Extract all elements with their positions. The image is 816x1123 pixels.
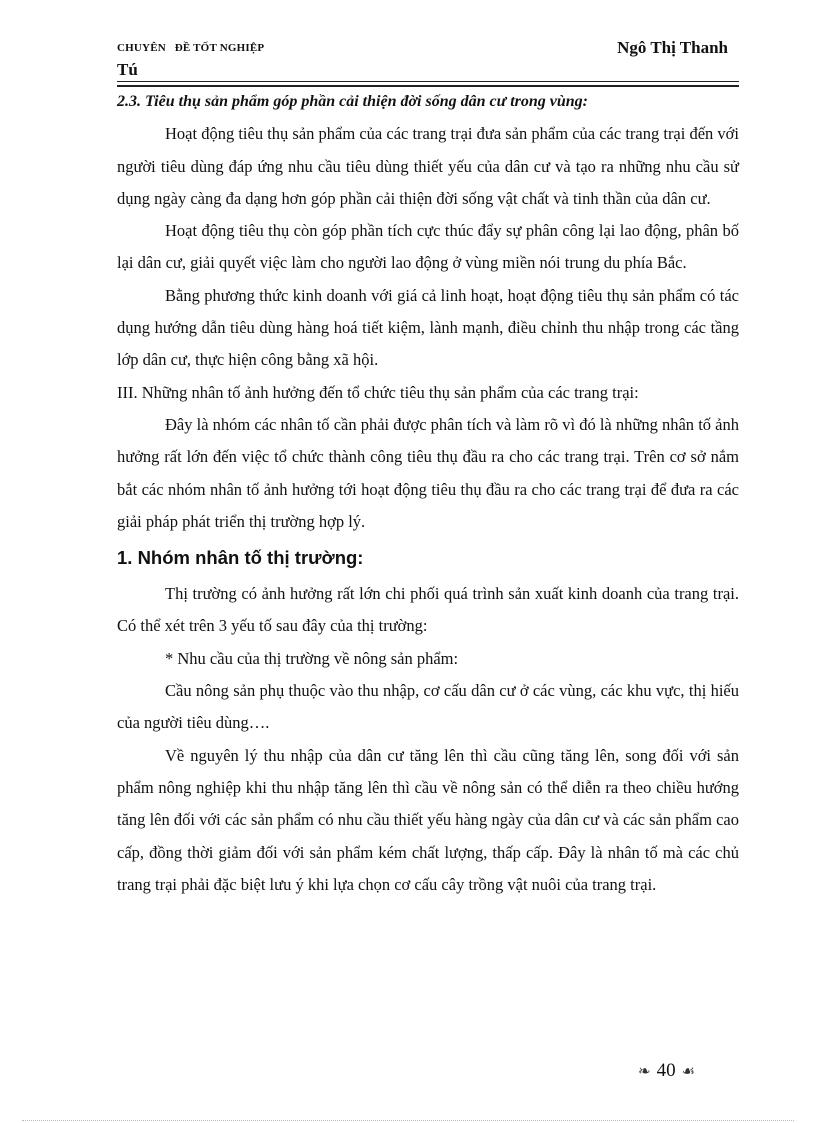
paragraph-4: Đây là nhóm các nhân tố cần phải được phân tích và làm rõ vì đó là những nhân tố ảnh hưởng rất lớn đến việc tổ chức thành công tiêu thụ đầu ra cho các trang trại. Trên cơ sở nắm bắt các nhóm nhân tố ảnh hưởng tới hoạt động tiêu thụ đầu ra cho các trang trại để đưa ra các giải pháp phát triển thị trường hợp lý. [117, 414, 739, 531]
document-body [117, 86, 739, 901]
paragraph-6: * Nhu cầu của thị trường về nông sản phẩm: [165, 648, 459, 668]
paragraph-7: Cầu nông sản phụ thuộc vào thu nhập, cơ cấu dân cư ở các vùng, các khu vực, thị hiếu của người tiêu dùng…. [117, 681, 739, 733]
paragraph-8: Về nguyên lý thu nhập của dân cư tăng lên thì cầu cũng tăng lên, song đối với sản phẩm nông nghiệp khi thu nhập tăng lên thì cầu về nông sản có thể diễn ra theo chiều hướng tăng lên đối với các sản phẩm có nhu cầu thiết yếu hàng ngày của dân cư và các sản phẩm cao cấp, đồng thời giảm đối với sản phẩm kém chất lượng, thấp cấp. Đây là nhân tố mà các chủ trang trại phải đặc biệt lưu ý khi lựa chọn cơ cấu cây trồng vật nuôi của trang trại. [117, 745, 739, 894]
header-rule-thin [117, 81, 739, 82]
page-number: 40 [656, 1060, 676, 1081]
page-bottom-border [22, 1120, 794, 1121]
ornament-right-icon: ☙ [681, 1063, 696, 1080]
ornament-left-icon: ❧ [638, 1063, 651, 1080]
paragraph-1: Hoạt động tiêu thụ sản phẩm của các trang trại đưa sản phẩm của các trang trại đến với người tiêu dùng đáp ứng nhu cầu tiêu dùng thiết yếu của dân cư và tạo ra những nhu cầu sử dụng ngày càng đa dạng hơn góp phần cải thiện đời sống vật chất và tinh thần của dân cư. [117, 124, 739, 208]
paragraph-2: Hoạt động tiêu thụ còn góp phần tích cực thúc đẩy sự phân công lại lao động, phân bố lại dân cư, giải quyết việc làm cho người lao động ở vùng miền nói trung du phía Bắc. [117, 221, 739, 273]
page-footer [638, 1060, 695, 1082]
paragraph-5: Thị trường có ảnh hưởng rất lớn chi phối quá trình sản xuất kinh doanh của trang trại. Có thể xét trên 3 yếu tố sau đây của thị trường: [117, 584, 739, 636]
header-author-continued: Tú [117, 60, 138, 79]
header-author: Ngô Thị Thanh [617, 38, 728, 57]
header-topic: CHUYÊN ĐỀ TỐT NGHIỆP [117, 42, 265, 54]
subsection-title: 2.3. Tiêu thụ sản phẩm góp phần cải thiện đời sống dân cư trong vùng: [117, 93, 589, 110]
section-title: III. Những nhân tố ảnh hưởng đến tổ chức tiêu thụ sản phẩm của các trang trại: [117, 382, 639, 402]
heading-market-factors: 1. Nhóm nhân tố thị trường: [117, 547, 364, 569]
paragraph-3: Bằng phương thức kinh doanh với giá cả linh hoạt, hoạt động tiêu thụ sản phẩm có tác dụng hướng dẫn tiêu dùng hàng hoá tiết kiệm, lành mạnh, điều chỉnh thu nhập trong các tầng lớp dân cư, thực hiện công bằng xã hội. [117, 285, 739, 370]
